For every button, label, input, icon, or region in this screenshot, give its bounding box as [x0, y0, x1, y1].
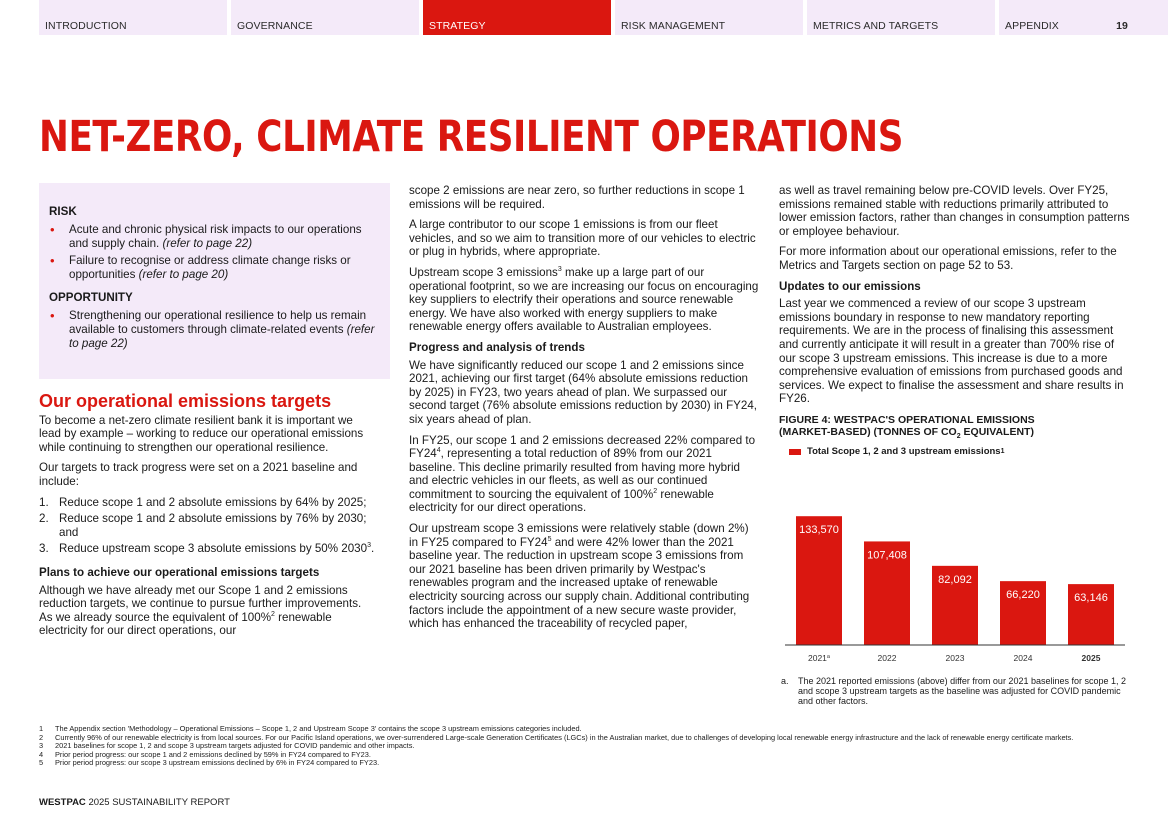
risk-list — [49, 223, 378, 282]
x-tick-label: 2021$^a$ — [808, 653, 830, 663]
paragraph: Last year we commenced a review of our scope 3 upstream emissions boundary in response to new mandatory reporting requirements. We are in the process of finalising this assessment and currently anticipate it will result in a greater than 700% rise of our scope 3 upstream emissions. This increase is due to a more comprehensive evaluation of emissions from purchased goods and services. We expect to finalise the assessment and share results in FY26. — [779, 297, 1124, 406]
tab-strategy[interactable]: STRATEGY — [423, 0, 611, 35]
subheading: Progress and analysis of trends — [409, 340, 585, 354]
footnote: 3 2021 baselines for scope 1, 2 and scope 3 upstream targets adjusted for COVID pandemic and other impacts. — [39, 741, 415, 750]
paragraph: We have significantly reduced our scope 1 and 2 emissions since 2021, achieving our first target (64% absolute emissions reduction by 2025) in FY23, two years ahead of plan. We surpassed our second target (76% absolute emissions reduction by 2030) in FY24, six years ahead of plan. — [409, 358, 758, 426]
subheading: Plans to achieve our operational emissions targets — [39, 565, 320, 579]
tab-governance[interactable]: GOVERNANCE — [231, 0, 419, 35]
top-navigation — [39, 0, 1168, 35]
x-tick-label: 2025 — [1081, 653, 1101, 663]
page-title: NET-ZERO, CLIMATE RESILIENT OPERATIONS — [39, 112, 904, 162]
risk-heading: RISK — [49, 205, 77, 218]
x-tick-label: 2022 — [877, 653, 897, 663]
list-item: • Failure to recognise or address climate change risks or opportunities (refer to page 20) — [49, 254, 378, 282]
tab-introduction[interactable]: INTRODUCTION — [39, 0, 227, 35]
chart-svg — [779, 490, 1131, 670]
x-tick-label: 2023 — [945, 653, 965, 663]
list-item: • Acute and chronic physical risk impacts to our operations and supply chain. (refer to page 22) — [49, 223, 378, 251]
paragraph: Our targets to track progress were set on a 2021 baseline and include: — [39, 461, 358, 488]
legend-swatch — [789, 449, 801, 455]
list-item: 3. Reduce upstream scope 3 absolute emissions by 50% 2030$^3$. — [39, 542, 375, 556]
page-number: 19 — [1116, 20, 1128, 32]
paragraph: scope 2 emissions are near zero, so further reductions in scope 1 emissions will be required. — [409, 184, 745, 211]
paragraph: Although we have already met our Scope 1 and 2 emissions reduction targets, we continue to pursue further improvements. As we already source the equivalent of 100%$^2$ renewable electricity for our direct operations, our — [39, 583, 362, 638]
bar-value-label: 63,146 — [1074, 592, 1108, 605]
subheading: Updates to our emissions — [779, 279, 921, 293]
paragraph: For more information about our operational emissions, refer to the Metrics and Targets section on page 52 to 53. — [779, 245, 1117, 272]
paragraph: Our upstream scope 3 emissions were relatively stable (down 2%) in FY25 compared to $FY24^5$ and were 42% lower than the 2021 baseline year. The reduction in upstream scope 3 emissions from our 2021 baseline has been driven primarily by Westpac's renewables program and the increased uptake of renewable electricity sourcing across our supply chain. Additional contributing factors include the appointment of a new secure waste provider, which has enhanced the traceability of recycled paper, — [409, 522, 750, 631]
bar-value-label: 66,220 — [1006, 589, 1040, 602]
page-footer — [39, 797, 230, 808]
chart-footnote: a. The 2021 reported emissions (above) differ from our 2021 baselines for scope 1, 2 and scope 3 upstream targets as the baseline was adjusted for COVID pandemic and other factors. — [781, 676, 1127, 706]
risk-opportunity-box — [39, 183, 390, 379]
paragraph: In FY25, our scope 1 and 2 emissions decreased 22% compared to $FY24^4$, representing a total reduction of 89% from our 2021 baseline. This decline primarily resulted from having more hybrid and electric vehicles in our fleets, as well as our continued commitment to sourcing the equivalent of 100%$^2$ renewable electricity for our direct operations. — [409, 433, 756, 515]
list-item: 2. Reduce scope 1 and 2 absolute emissions by 76% by 2030; and — [39, 512, 367, 539]
figure-title: FIGURE 4: WESTPAC'S OPERATIONAL EMISSIONS (MARKET-BASED) (TONNES OF $CO_2$ EQUIVALENT) — [779, 413, 1035, 441]
footnote: 2 Currently 96% of our renewable electricity is from local sources. For our Pacific Island operations, we over-surrendered Large-scale Generation Certificates (LGCs) in the Australian market, due to challenges of developing local renewable energy infrastructure and the lack of renewable energy certificate markets. — [39, 732, 1074, 742]
tab-appendix[interactable] — [999, 0, 1168, 35]
paragraph: To become a net-zero climate resilient bank it is important we lead by example – working to reduce our operational emissions while continuing to strengthen our operational resilience. — [39, 413, 364, 454]
column-2 — [409, 184, 759, 638]
tab-appendix-label: APPENDIX — [1005, 20, 1059, 32]
emissions-bar-chart — [779, 490, 1131, 670]
paragraph: Upstream scope 3 emissions$^3$ make up a large part of our operational footprint, so we are increasing our focus on encouraging key suppliers to electrify their operations and source renewable energy. We have also worked with energy suppliers to make renewable energy offers available to Australian employees. — [409, 265, 759, 334]
x-tick-label: 2024 — [1013, 653, 1033, 663]
chart-legend: Total Scope 1, 2 and 3 upstream emissions 1 — [789, 445, 1131, 459]
footnote: 4 Prior period progress: our scope 1 and 2 emissions declined by 59% in FY24 compared to FY23. — [39, 749, 371, 759]
footer-report: 2025 SUSTAINABILITY REPORT — [88, 797, 230, 808]
paragraph: A large contributor to our scope 1 emissions is from our fleet vehicles, and so we aim to transition more of our vehicles to electric or plug in hybrids, where appropriate. — [409, 218, 756, 259]
footer-brand: WESTPAC — [39, 797, 86, 808]
bar-value-label: 133,570 — [799, 524, 839, 537]
footnote: 1 The Appendix section 'Methodology – Operational Emissions – Scope 1, 2 and Upstream Scope 3' contains the scope 3 upstream emissions categories included. — [39, 724, 582, 733]
column-3 — [779, 184, 1131, 459]
footnotes — [39, 725, 1139, 768]
tab-metrics-and-targets[interactable]: METRICS AND TARGETS — [807, 0, 995, 35]
opportunity-heading: OPPORTUNITY — [49, 291, 133, 304]
paragraph: as well as travel remaining below pre-COVID levels. Over FY25, emissions remained stable with reductions primarily attributed to lower emission factors, rather than changes in consumption patterns or employee behaviour. — [779, 184, 1130, 238]
opportunity-list — [49, 309, 378, 351]
list-item: 1. Reduce scope 1 and 2 absolute emissions by 64% by 2025; — [39, 495, 367, 509]
list-item: • Strengthening our operational resilience to help us remain available to customers through climate-related events (refer to page 22) — [49, 309, 378, 351]
bar-value-label: 82,092 — [938, 573, 972, 586]
tab-risk-management[interactable]: RISK MANAGEMENT — [615, 0, 803, 35]
section-heading: Our operational emissions targets — [39, 391, 332, 411]
bar-value-label: 107,408 — [867, 549, 907, 562]
targets-list — [39, 496, 377, 556]
footnote: 5 Prior period progress: our scope 3 upstream emissions declined by 6% in FY24 compared to FY23. — [39, 758, 380, 767]
column-1 — [39, 391, 377, 645]
